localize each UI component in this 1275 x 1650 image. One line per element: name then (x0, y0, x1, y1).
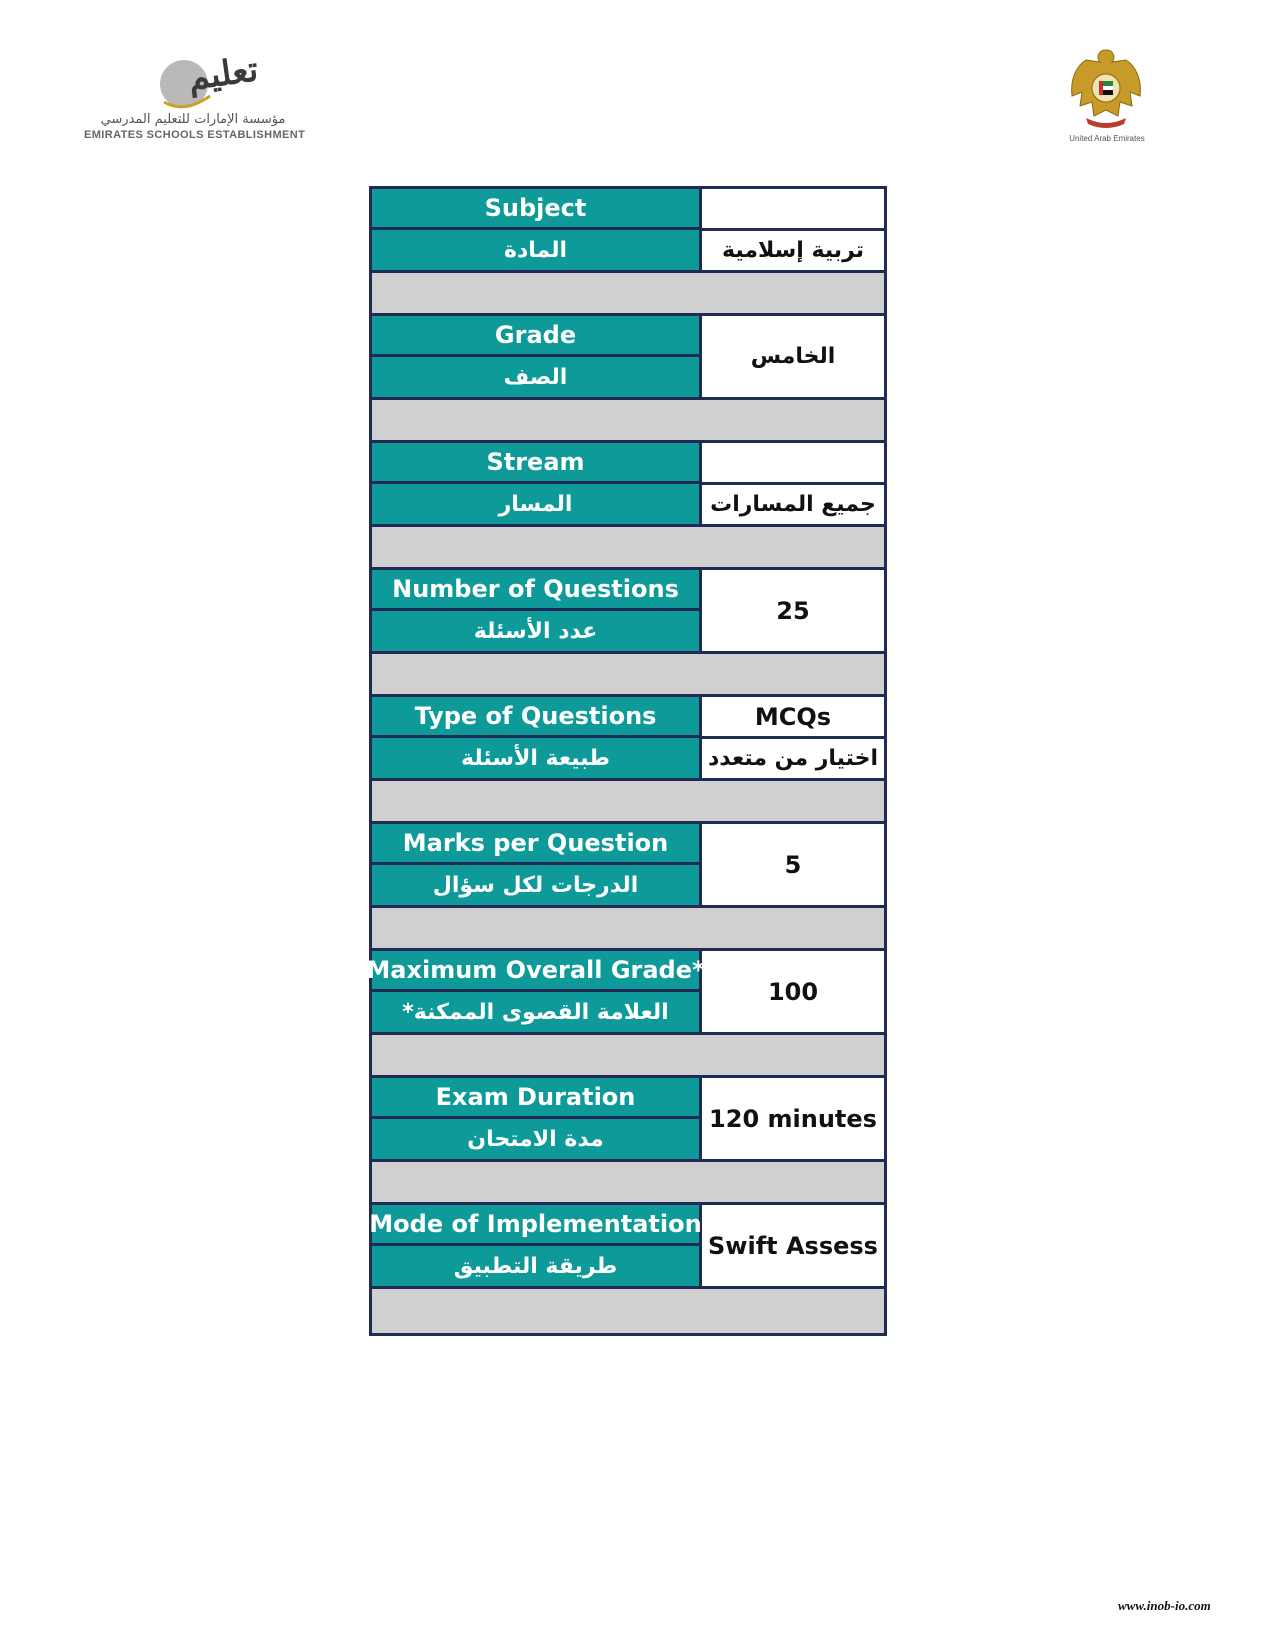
table-row-subject (372, 189, 884, 273)
table-row-stream (372, 443, 884, 527)
label-grade-en: Grade (372, 316, 699, 357)
label-mode-of-implementation-en: Mode of Implementation (372, 1205, 699, 1246)
value-grade: الخامس (750, 344, 836, 369)
value-marks-per-question: 5 (784, 850, 802, 879)
label-number-of-questions-ar: عدد الأسئلة (372, 611, 699, 651)
table-row-exam-duration (372, 1078, 884, 1162)
table-row-mode-of-implementation (369, 1205, 884, 1289)
label-stream-en: Stream (372, 443, 699, 484)
label-type-of-questions-en: Type of Questions (372, 697, 699, 738)
label-type-of-questions-ar: طبيعة الأسئلة (372, 738, 699, 778)
row-spacer (372, 527, 884, 570)
row-spacer (372, 781, 884, 824)
emblem-caption: United Arab Emirates (1069, 134, 1145, 143)
row-spacer (372, 1162, 884, 1205)
label-subject-en: Subject (372, 189, 699, 230)
label-number-of-questions-en: Number of Questions (372, 570, 699, 611)
table-row-type-of-questions (372, 697, 884, 781)
value-stream-ar: جميع المسارات (710, 492, 876, 517)
label-mode-of-implementation-ar: طريقة التطبيق (372, 1246, 699, 1286)
row-spacer (372, 654, 884, 697)
label-subject-ar: المادة (372, 230, 699, 270)
row-spacer (372, 908, 884, 951)
logo-english-name: EMIRATES SCHOOLS ESTABLISHMENT (84, 129, 306, 141)
label-marks-per-question-en: Marks per Question (372, 824, 699, 865)
logo-arabic-word: تعليم (185, 49, 261, 99)
row-spacer (372, 1289, 884, 1333)
label-maximum-overall-grade-en: Maximum Overall Grade* (372, 951, 699, 992)
label-marks-per-question-ar: الدرجات لكل سؤال (372, 865, 699, 905)
value-maximum-overall-grade: 100 (767, 977, 819, 1006)
table-row-grade (372, 316, 884, 400)
label-stream-ar: المسار (372, 484, 699, 524)
label-exam-duration-en: Exam Duration (372, 1078, 699, 1119)
table-row-marks-per-question (372, 824, 884, 908)
table-row-maximum-overall-grade (366, 951, 884, 1035)
logo-arabic-name: مؤسسة الإمارات للتعليم المدرسي (100, 112, 286, 127)
value-exam-duration: 120 minutes (709, 1104, 877, 1133)
table-row-number-of-questions (372, 570, 884, 654)
exam-info-table (366, 186, 887, 1336)
falcon-emblem-icon (1066, 46, 1146, 132)
value-subject-ar: تربية إسلامية (722, 238, 865, 263)
row-spacer (372, 273, 884, 316)
value-subject-en (702, 189, 884, 231)
label-maximum-overall-grade-ar: العلامة القصوى الممكنة* (372, 992, 699, 1032)
site-watermark: www.inob-io.com (1118, 1598, 1211, 1613)
value-type-of-questions-en: MCQs (702, 697, 884, 739)
value-stream-en (702, 443, 884, 485)
value-mode-of-implementation: Swift Assess (708, 1231, 878, 1260)
label-grade-ar: الصف (372, 357, 699, 397)
uae-emblem-logo (1062, 46, 1152, 146)
label-exam-duration-ar: مدة الامتحان (372, 1119, 699, 1159)
row-spacer (372, 1035, 884, 1078)
emirates-schools-logo (84, 49, 306, 144)
row-spacer (372, 400, 884, 443)
value-type-of-questions-ar: اختيار من متعدد (707, 746, 879, 771)
value-number-of-questions: 25 (776, 596, 810, 625)
